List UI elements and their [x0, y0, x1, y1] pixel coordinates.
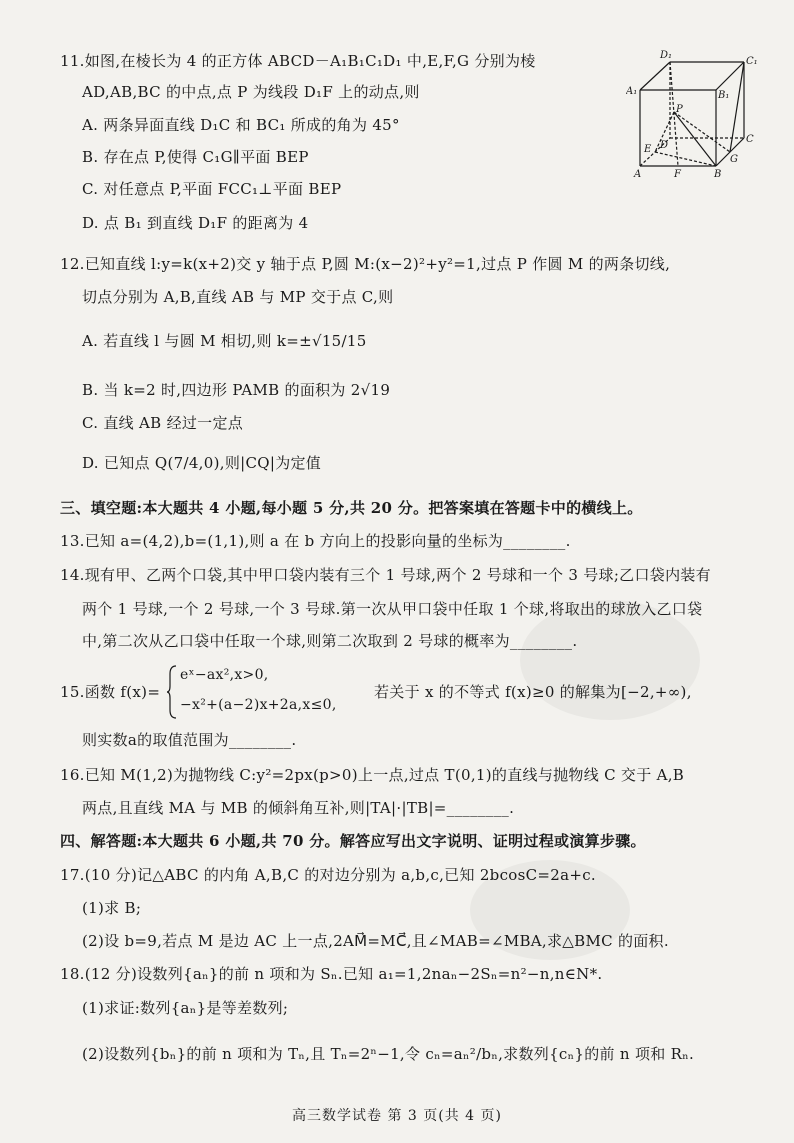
q11-stem-line2: AD,AB,BC 的中点,点 P 为线段 D₁F 上的动点,则 — [82, 83, 420, 101]
q12-option-b: B. 当 k=2 时,四边形 PAMB 的面积为 2√19 — [82, 381, 391, 399]
section-4-heading: 四、解答题:本大题共 6 小题,共 70 分。解答应写出文字说明、证明过程或演算步骤。 — [60, 832, 646, 850]
section-3-heading: 三、填空题:本大题共 4 小题,每小题 5 分,共 20 分。把答案填在答题卡中的横线上。 — [60, 499, 643, 517]
label-e: E — [644, 144, 652, 155]
q13: 13.已知 a=(4,2),b=(1,1),则 a 在 b 方向上的投影向量的坐标为________. — [60, 532, 571, 550]
label-b: B — [714, 169, 722, 180]
q15-case2: −x²+(a−2)x+2a,x≤0, — [180, 697, 337, 713]
q11-option-c: C. 对任意点 P,平面 FCC₁⊥平面 BEP — [82, 180, 342, 198]
q15-brace — [166, 664, 178, 720]
q11-option-a: A. 两条异面直线 D₁C 和 BC₁ 所成的角为 45° — [82, 116, 400, 134]
scan-bleed — [470, 860, 630, 960]
q18-stem: 18.(12 分)设数列{aₙ}的前 n 项和为 Sₙ.已知 a₁=1,2naₙ−2Sₙ=n²−n,n∈N*. — [60, 965, 603, 983]
label-d1: D₁ — [660, 50, 673, 61]
label-c: C — [746, 134, 754, 145]
q12-option-a: A. 若直线 l 与圆 M 相切,则 k=±√15/15 — [82, 332, 367, 350]
cube-figure — [626, 48, 760, 180]
q15-prefix: 15.函数 f(x)= — [60, 683, 161, 701]
label-p: P — [676, 104, 683, 115]
q12-stem-line1: 12.已知直线 l:y=k(x+2)交 y 轴于点 P,圆 M:(x−2)²+y²=1,过点 P 作圆 M 的两条切线, — [60, 255, 671, 273]
q17-stem: 17.(10 分)记△ABC 的内角 A,B,C 的对边分别为 a,b,c,已知 2bcosC=2a+c. — [60, 866, 596, 884]
label-g: G — [730, 154, 738, 165]
q11-option-d: D. 点 B₁ 到直线 D₁F 的距离为 4 — [82, 214, 309, 232]
q18-part2: (2)设数列{bₙ}的前 n 项和为 Tₙ,且 Tₙ=2ⁿ−1,令 cₙ=aₙ²/bₙ,求数列{cₙ}的前 n 项和 Rₙ. — [82, 1045, 695, 1063]
q12-stem-line2: 切点分别为 A,B,直线 AB 与 MP 交于点 C,则 — [82, 288, 394, 306]
label-b1: B₁ — [718, 90, 730, 101]
label-a: A — [634, 169, 642, 180]
q12-option-d: D. 已知点 Q(7/4,0),则|CQ|为定值 — [82, 454, 322, 472]
page-footer: 高三数学试卷 第 3 页(共 4 页) — [292, 1108, 502, 1124]
label-f: F — [674, 169, 681, 180]
q17-part1: (1)求 B; — [82, 899, 142, 917]
q12-option-c: C. 直线 AB 经过一定点 — [82, 414, 244, 432]
q14-line3: 中,第二次从乙口袋中任取一个球,则第二次取到 2 号球的概率为________. — [82, 632, 578, 650]
scan-bleed — [520, 600, 700, 720]
q16-line2: 两点,且直线 MA 与 MB 的倾斜角互补,则|TA|·|TB|=________. — [82, 799, 515, 817]
q15-line2: 则实数a的取值范围为________. — [82, 731, 297, 749]
q18-part1: (1)求证:数列{aₙ}是等差数列; — [82, 999, 289, 1017]
q15-case1: eˣ−ax²,x>0, — [180, 667, 269, 683]
q11-option-b: B. 存在点 P,使得 C₁G∥平面 BEP — [82, 148, 309, 166]
q14-line2: 两个 1 号球,一个 2 号球,一个 3 号球.第一次从甲口袋中任取 1 个球,将取出的球放入乙口袋 — [82, 600, 703, 618]
label-a1: A₁ — [626, 86, 638, 97]
label-d: D — [660, 140, 669, 151]
q15-suffix: 若关于 x 的不等式 f(x)≥0 的解集为[−2,+∞), — [374, 683, 692, 701]
q17-part2: (2)设 b=9,若点 M 是边 AC 上一点,2AM⃗=MC⃗,且∠MAB=∠MBA,求△BMC 的面积. — [82, 932, 669, 950]
q11-stem-line1: 11.如图,在棱长为 4 的正方体 ABCD－A₁B₁C₁D₁ 中,E,F,G 分别为棱 — [60, 52, 536, 70]
label-c1: C₁ — [746, 56, 758, 67]
q14-line1: 14.现有甲、乙两个口袋,其中甲口袋内装有三个 1 号球,两个 2 号球和一个 3 号球;乙口袋内装有 — [60, 566, 711, 584]
q16-line1: 16.已知 M(1,2)为抛物线 C:y²=2px(p>0)上一点,过点 T(0,1)的直线与抛物线 C 交于 A,B — [60, 766, 685, 784]
